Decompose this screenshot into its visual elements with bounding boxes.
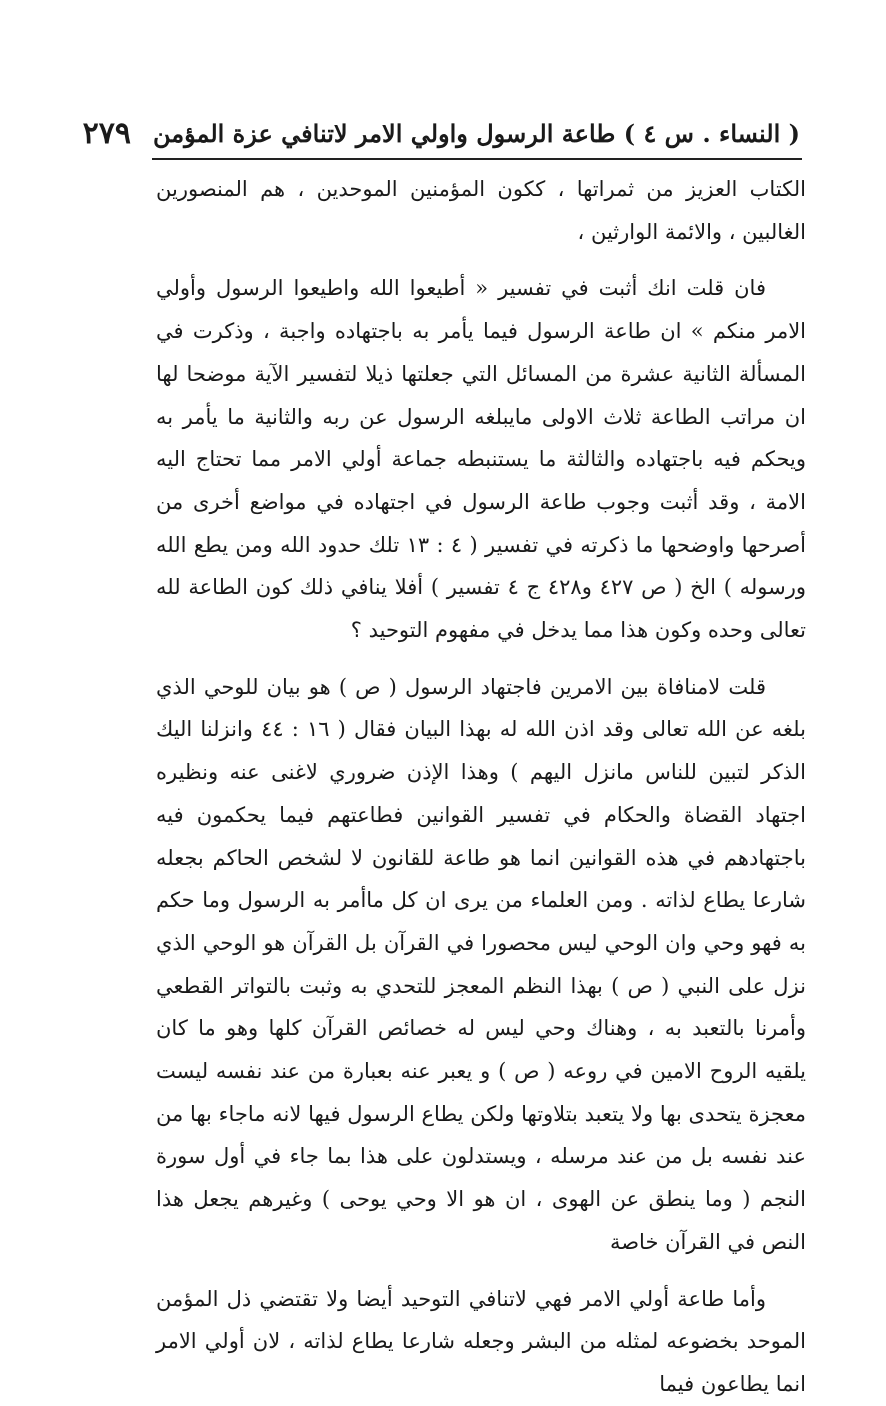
paragraph: قلت لامنافاة بين الامرين فاجتهاد الرسول ( ص ) هو بيان للوحي الذي بلغه عن الله تعالى وقد اذن الله له بهذا البيان فقال ( ١٦ : ٤٤ وانزلنا اليك الذكر لتبين للناس مانزل اليهم ) وهذا الإذن ضروري لاغنى عنه ونظيره اجتهاد القضاة والحكام في تفسير القوانين فطاعتهم فيما يحكمون فيه باجتهادهم في هذه القوانين انما هو طاعة للقانون لا لشخص الحاكم بجعله شارعا يطاع لذاته . ومن العلماء من يرى ان كل ماأمر به الرسول وما حكم به فهو وحي وان الوحي ليس محصورا في القرآن بل القرآن هو الوحي الذي نزل على النبي ( ص ) بهذا النظم المعجز للتحدي به وثبت بالتواتر القطعي وأمرنا بالتعبد به ، وهناك وحي ليس له خصائص القرآن كلها وهو ما كان يلقيه الروح الامين في روعه ( ص ) و يعبر عنه بعبارة من عند نفسه ليست معجزة يتحدى بها ولا يتعبد بتلاوتها ولكن يطاع الرسول فيها لانه ماجاء بها من عند نفسه بل من عند مرسله ، ويستدلون على هذا بما جاء في أول سورة النجم ( وما ينطق عن الهوى ، ان هو الا وحي يوحى ) وغيرهم يجعل هذا النص في القرآن خاصة bbox=[156, 674, 806, 1254]
paragraph: وأما طاعة أولي الامر فهي لاتنافي التوحيد أيضا ولا تقتضي ذل المؤمن الموحد بخضوعه لمثله من البشر وجعله شارعا يطاع لذاته ، لان أولي الامر انما يطاعون فيما bbox=[156, 1286, 806, 1396]
header-rule bbox=[152, 158, 802, 160]
running-head: ( النساء . س ٤ ) طاعة الرسول واولي الامر لاتنافي عزة المؤمن bbox=[152, 118, 800, 148]
page-body bbox=[156, 168, 806, 1406]
paragraph: فان قلت انك أثبت في تفسير « أطيعوا الله واطيعوا الرسول وأولي الامر منكم » ان طاعة الرسول فيما يأمر به باجتهاده واجبة ، وذكرت في المسألة الثانية عشرة من المسائل التي جعلتها ذيلا لتفسير الآية موضحا لها ان مراتب الطاعة ثلاث الاولى مايبلغه الرسول عن ربه والثانية ما يأمر به ويحكم فيه باجتهاده والثالثة ما يستنبطه جماعة أولي الامر مما تحتاج اليه الامة ، وقد أثبت وجوب طاعة الرسول في اجتهاده في مواضع أخرى من أصرحها واوضحها ما ذكرته في تفسير ( ٤ : ١٣ تلك حدود الله ومن يطع الله ورسوله ) الخ ( ص ٤٢٧ و٤٢٨ ج ٤ تفسير ) أفلا ينافي ذلك كون الطاعة لله تعالى وحده وكون هذا مما يدخل في مفهوم التوحيد ؟ bbox=[156, 276, 806, 643]
page-header bbox=[82, 108, 800, 158]
paragraph: الكتاب العزيز من ثمراتها ، ككون المؤمنين الموحدين ، هم المنصورين الغالبين ، والائمة الوارثين ، bbox=[156, 177, 806, 244]
page-number: ٢٧٩ bbox=[82, 115, 131, 151]
